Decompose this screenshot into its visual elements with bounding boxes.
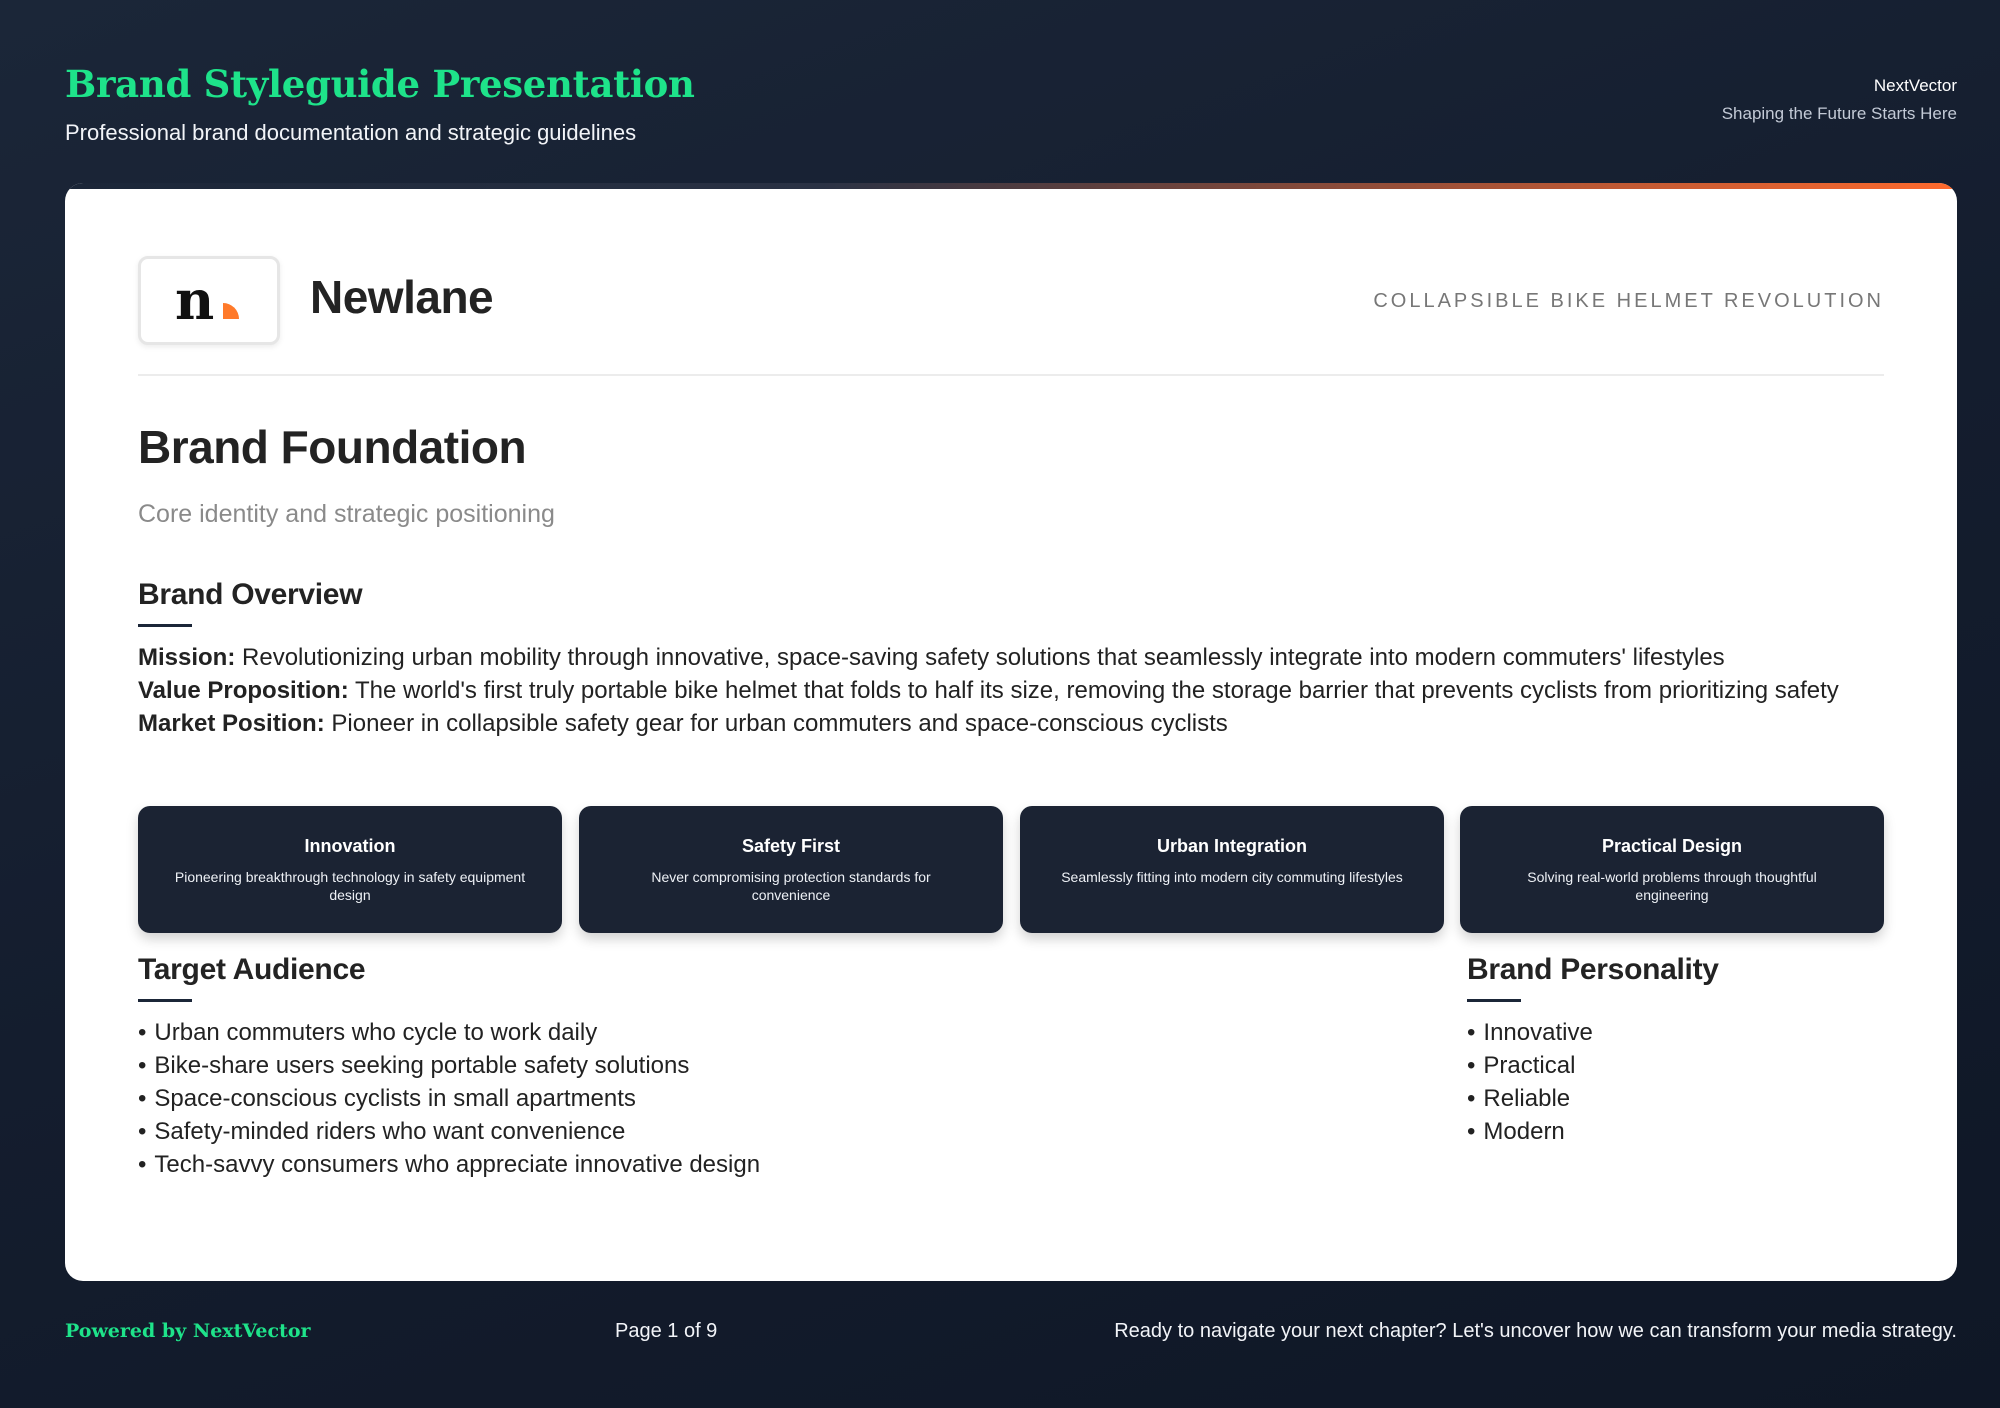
value-card-urban-integration: [1020, 806, 1444, 933]
newlane-logo-icon: [175, 279, 249, 327]
logo-letter: n: [175, 279, 215, 327]
deck-footer: [65, 1318, 1957, 1348]
powered-by: Powered by NextVector: [65, 1320, 311, 1342]
brand-tagline: COLLAPSIBLE BIKE HELMET REVOLUTION: [1373, 290, 1884, 312]
market-position-text: Pioneer in collapsible safety gear for urban commuters and space-conscious cyclists: [331, 710, 1228, 737]
deck-subtitle: Professional brand documentation and strategic guidelines: [65, 120, 637, 145]
core-values: [138, 806, 1884, 933]
list-item: • Space-conscious cyclists in small apartments: [138, 1082, 1138, 1115]
value-proposition-text: The world's first truly portable bike helmet that folds to half its size, removing the storage barrier that prevents cyclists from prioritizing safety: [354, 677, 1839, 704]
slide-card: [65, 183, 1957, 1281]
value-card-title: Innovation: [304, 836, 396, 856]
mission-line: [138, 641, 1898, 674]
audience-heading-rule: [138, 999, 192, 1002]
overview-heading: Brand Overview: [138, 578, 363, 611]
list-item: • Reliable: [1467, 1082, 1867, 1115]
personality-heading-rule: [1467, 999, 1521, 1002]
deck-title: Brand Styleguide Presentation: [65, 62, 695, 106]
mission-text: Revolutionizing urban mobility through innovative, space-saving safety solutions that seamlessly integrate into modern commuters' lifestyles: [242, 644, 1725, 671]
value-card-innovation: [138, 806, 562, 933]
brand-logo: [138, 256, 280, 345]
value-card-desc: Never compromising protection standards for convenience: [651, 869, 931, 903]
list-item: • Innovative: [1467, 1016, 1867, 1049]
value-card-desc: Seamlessly fitting into modern city commuting lifestyles: [1061, 869, 1403, 885]
overview-heading-rule: [138, 624, 192, 627]
agency-name: NextVector: [1873, 76, 1957, 95]
mission-label: Mission:: [138, 644, 236, 671]
page-indicator: Page 1 of 9: [615, 1320, 718, 1342]
audience-list: [138, 1016, 1138, 1181]
value-proposition-line: [138, 674, 1898, 707]
footer-cta: Ready to navigate your next chapter? Let's uncover how we can transform your media strategy.: [1114, 1320, 1957, 1342]
brand-name: Newlane: [310, 271, 494, 323]
value-card-desc: Solving real-world problems through thoughtful engineering: [1527, 869, 1817, 903]
section-title: Brand Foundation: [138, 421, 527, 473]
market-position-line: [138, 707, 1898, 740]
list-item: • Modern: [1467, 1115, 1867, 1148]
brand-row: [138, 256, 1884, 376]
market-position-label: Market Position:: [138, 710, 325, 737]
target-audience: [138, 953, 1138, 1181]
card-accent-bar: [65, 183, 1957, 189]
list-item: • Urban commuters who cycle to work daily: [138, 1016, 1138, 1049]
value-card-title: Urban Integration: [1156, 836, 1307, 856]
list-item: • Safety-minded riders who want convenience: [138, 1115, 1138, 1148]
list-item: • Bike-share users seeking portable safety solutions: [138, 1049, 1138, 1082]
personality-heading: Brand Personality: [1467, 953, 1719, 986]
value-card-safety-first: [579, 806, 1003, 933]
deck-header: [65, 62, 1957, 152]
agency-tagline: Shaping the Future Starts Here: [1721, 104, 1957, 123]
agency-block: [1722, 76, 1957, 124]
personality-list: [1467, 1016, 1867, 1148]
logo-quarter-circle: [223, 303, 239, 319]
value-proposition-label: Value Proposition:: [138, 677, 349, 704]
list-item: • Practical: [1467, 1049, 1867, 1082]
list-item: • Tech-savvy consumers who appreciate innovative design: [138, 1148, 1138, 1181]
brand-personality: [1467, 953, 1867, 1148]
value-card-practical-design: [1460, 806, 1884, 933]
value-card-title: Safety First: [741, 836, 841, 856]
overview-text: [138, 641, 1898, 740]
value-card-title: Practical Design: [1601, 836, 1743, 856]
audience-heading: Target Audience: [138, 953, 366, 986]
brand-overview: [138, 578, 1898, 740]
section-subtitle: Core identity and strategic positioning: [138, 500, 555, 528]
value-card-desc: Pioneering breakthrough technology in safety equipment design: [174, 869, 526, 903]
